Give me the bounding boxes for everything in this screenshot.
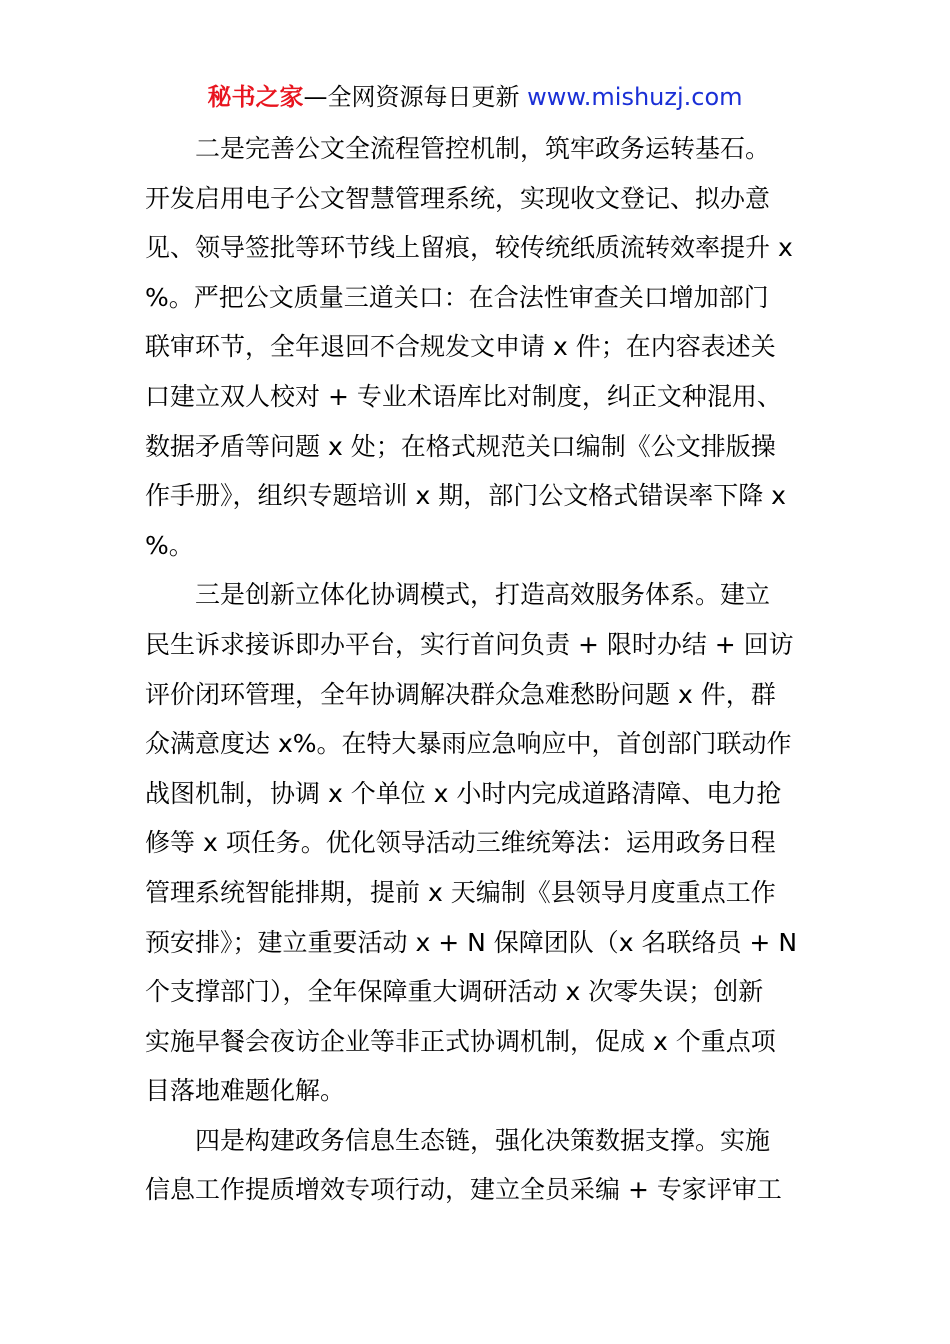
text-line: 作手册》，组织专题培训 x 期，部门公文格式错误率下降 x: [145, 481, 786, 511]
text-line: 管理系统智能排期，提前 x 天编制《县领导月度重点工作: [145, 877, 776, 907]
text-line: 修等 x 项任务。优化领导活动三维统筹法：运用政务日程: [145, 828, 776, 858]
text-line: 信息工作提质增效专项行动，建立全员采编 + 专家评审工: [145, 1175, 782, 1205]
paragraph-3: [145, 570, 809, 1116]
paragraph-2: [145, 124, 809, 570]
text-line: 开发启用电子公文智慧管理系统，实现收文登记、拟办意: [145, 183, 771, 213]
paragraph-4: [145, 1116, 809, 1215]
document-body: [145, 124, 809, 1215]
site-url[interactable]: www.mishuzj.com: [527, 83, 743, 111]
text-line: 见、领导签批等环节线上留痕，较传统纸质流转效率提升 x: [145, 233, 793, 263]
site-brand: 秘书之家: [207, 83, 304, 111]
text-line: 目落地难题化解。: [145, 1076, 346, 1106]
text-line: 四是构建政务信息生态链，强化决策数据支撑。实施: [195, 1125, 771, 1155]
text-line: 预安排》；建立重要活动 x + N 保障团队（x 名联络员 + N: [145, 927, 798, 957]
text-line: 二是完善公文全流程管控机制，筑牢政务运转基石。: [195, 134, 771, 163]
text-line: 战图机制，协调 x 个单位 x 小时内完成道路清障、电力抢: [145, 778, 782, 808]
text-line: 评价闭环管理，全年协调解决群众急难愁盼问题 x 件，群: [145, 679, 776, 709]
text-line: 三是创新立体化协调模式，打造高效服务体系。建立: [195, 580, 771, 610]
text-line: 众满意度达 x%。在特大暴雨应急响应中，首创部门联动作: [145, 729, 792, 759]
text-line: 个支撑部门），全年保障重大调研活动 x 次零失误；创新: [145, 977, 764, 1007]
site-tagline: —全网资源每日更新: [303, 83, 528, 111]
text-line: 数据矛盾等问题 x 处；在格式规范关口编制《公文排版操: [145, 431, 776, 461]
site-header: [0, 82, 950, 112]
text-line: 民生诉求接诉即办平台，实行首问负责 + 限时办结 + 回访: [145, 629, 794, 659]
text-line: 联审环节，全年退回不合规发文申请 x 件；在内容表述关: [145, 332, 776, 362]
text-line: %。严把公文质量三道关口：在合法性审查关口增加部门: [145, 282, 769, 312]
text-line: %。: [145, 530, 194, 560]
text-line: 实施早餐会夜访企业等非正式协调机制，促成 x 个重点项: [145, 1026, 776, 1056]
text-line: 口建立双人校对 + 专业术语库比对制度，纠正文种混用、: [145, 381, 782, 411]
